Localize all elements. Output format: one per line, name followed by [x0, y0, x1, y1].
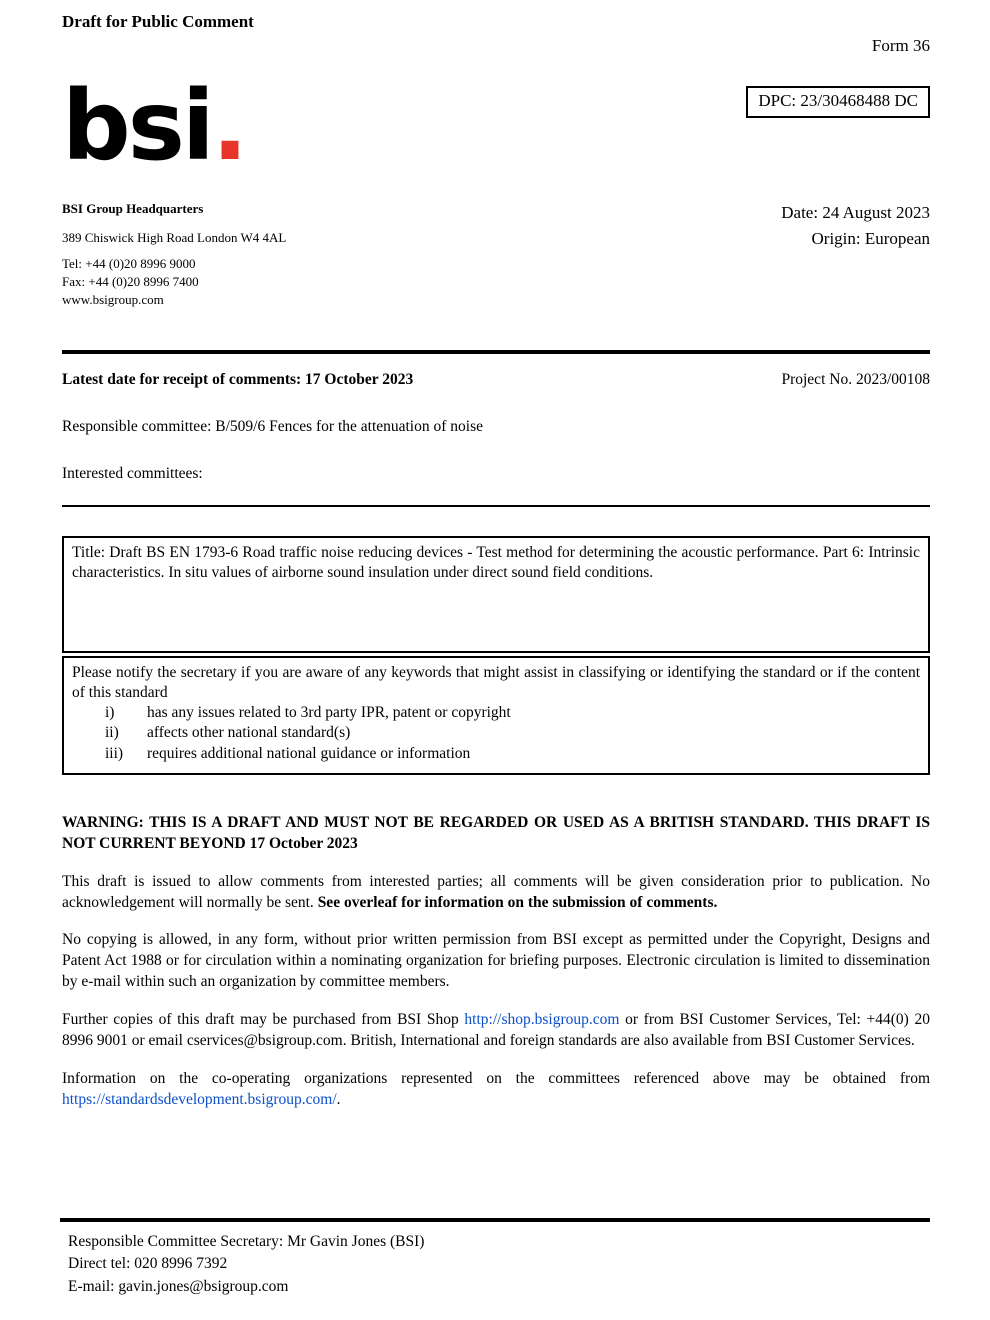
keyword-item [72, 723, 920, 743]
keyword-item-number: iii) [105, 744, 124, 762]
paragraph-cooperating-orgs [62, 1069, 930, 1111]
keyword-item-text: requires additional national guidance or information [147, 744, 471, 762]
paragraph-draft-issued [62, 872, 930, 914]
headquarters-title: BSI Group Headquarters [62, 201, 204, 217]
keywords-intro: Please notify the secretary if you are aware of any keywords that might assist in classifying or identifying the standard or if the content of this standard [72, 664, 920, 702]
fax-line: Fax: +44 (0)20 8996 7400 [62, 273, 199, 289]
keyword-item [72, 744, 920, 764]
keyword-item-text: has any issues related to 3rd party IPR, patent or copyright [147, 704, 511, 722]
paragraph-text: or from BSI Customer Services, Tel: +44(0) 20 8996 9001 or email cservices@bsigroup.com. British, International and foreign standards are also available from BSI Customer Services. [62, 1011, 931, 1050]
responsible-committee-line: Responsible committee: B/509/6 Fences for the attenuation of noise [62, 418, 483, 436]
address-block [62, 200, 286, 308]
footer-contact-block [68, 1231, 930, 1298]
bsi-logo [62, 70, 246, 182]
bsi-shop-link[interactable]: http://shop.bsigroup.com [464, 1011, 620, 1029]
direct-tel-line: Direct tel: 020 8996 7392 [68, 1255, 228, 1273]
keyword-item [72, 703, 920, 723]
interested-committees-line: Interested committees: [62, 465, 203, 483]
keywords-box [62, 656, 930, 775]
paragraph-text: Further copies of this draft may be purchased from BSI Shop [62, 1011, 465, 1029]
form-number: Form 36 [871, 36, 930, 55]
title-box: Title: Draft BS EN 1793-6 Road traffic noise reducing devices - Test method for determining the acoustic performance. Part 6: Intrinsic characteristics. In situ values of airborne sound insulation under direct sound field conditions. [62, 536, 930, 653]
street-address: 389 Chiswick High Road London W4 4AL [62, 229, 287, 245]
draft-warning: WARNING: THIS IS A DRAFT AND MUST NOT BE REGARDED OR USED AS A BRITISH STANDARD. THIS DRAFT IS NOT CURRENT BEYOND 17 October 2023 [62, 813, 930, 852]
tel-line: Tel: +44 (0)20 8996 9000 [62, 256, 196, 272]
divider-thick-top [62, 350, 930, 354]
origin-line: Origin: European [811, 228, 930, 248]
bsi-logo-dot: . [211, 70, 246, 182]
keyword-item-number: i) [105, 704, 115, 722]
standards-development-link[interactable]: https://standardsdevelopment.bsigroup.com/ [62, 1090, 337, 1108]
divider-thick-bottom [60, 1218, 930, 1222]
logo-dpc-row [62, 70, 930, 182]
project-number: Project No. 2023/00108 [781, 371, 930, 389]
see-overleaf-note: See overleaf for information on the submission of comments. [317, 893, 718, 911]
paragraph-text: Information on the co-operating organizations represented on the committees referenced above may be obtained from [62, 1070, 930, 1088]
paragraph-text: . [336, 1090, 341, 1108]
bsi-logo-text: bsi [62, 70, 212, 182]
date-origin-block [781, 200, 930, 308]
keyword-item-text: affects other national standard(s) [147, 724, 351, 742]
paragraph-no-copying: No copying is allowed, in any form, without prior written permission from BSI except as permitted under the Copyright, Designs and Patent Act 1988 or for circulation within a nominating organization for briefing purposes. Electronic circulation is limited to dissemination by e-mail within such an organization by committee members. [62, 931, 930, 991]
address-meta-row [62, 200, 930, 308]
committee-secretary-line: Responsible Committee Secretary: Mr Gavin Jones (BSI) [68, 1232, 425, 1250]
footer-section [60, 1218, 930, 1298]
latest-date-row [62, 371, 930, 389]
keyword-item-number: ii) [105, 724, 119, 742]
latest-date-label: Latest date for receipt of comments: 17 October 2023 [62, 371, 414, 389]
paragraph-text: This draft is issued to allow comments from interested parties; all comments will be given consideration prior to publication. No acknowledgement will normally be sent. [62, 872, 930, 911]
divider-thin [62, 505, 930, 507]
paragraph-further-copies [62, 1010, 930, 1052]
dpc-number-box: DPC: 23/30468488 DC [746, 86, 930, 118]
website-line: www.bsigroup.com [62, 291, 164, 307]
date-line: Date: 24 August 2023 [781, 203, 930, 223]
draft-for-public-comment-label: Draft for Public Comment [62, 12, 254, 31]
email-line: E-mail: gavin.jones@bsigroup.com [68, 1277, 289, 1295]
